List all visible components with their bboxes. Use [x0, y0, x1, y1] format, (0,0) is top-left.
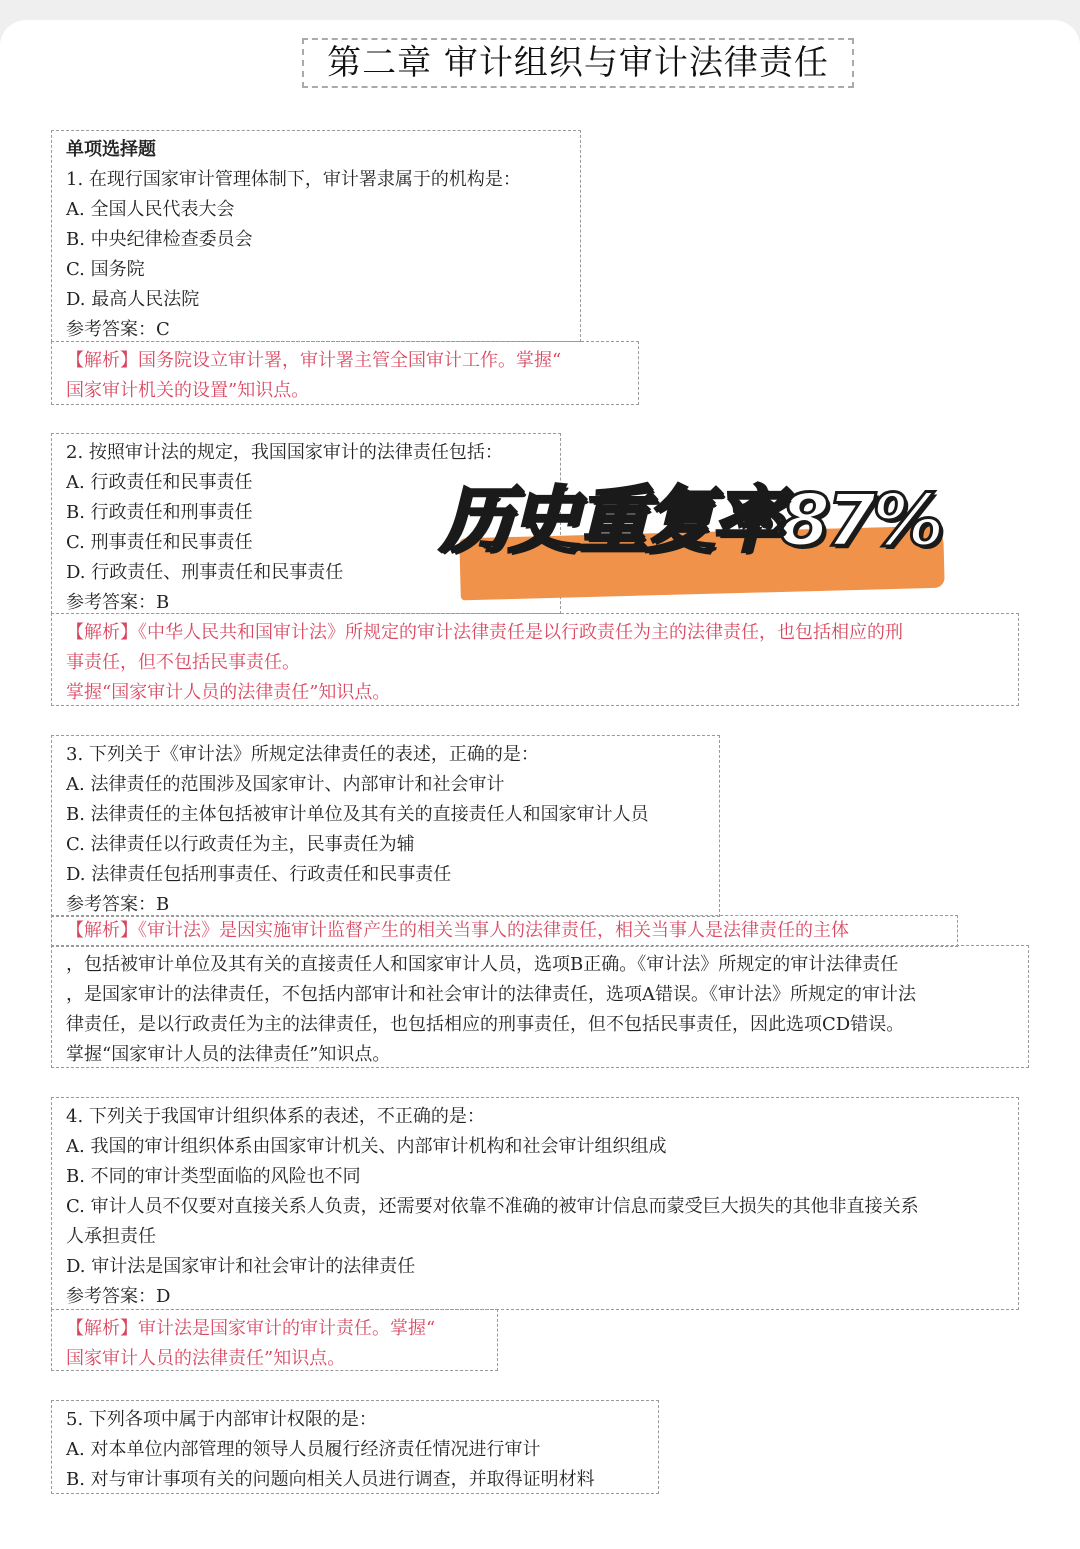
- question-2-stem: 2. 按照审计法的规定，我国国家审计的法律责任包括：: [66, 442, 503, 463]
- stamp-text: 历史重复率87%: [440, 478, 941, 562]
- explanation-line: 【解析】国务院设立审计署，审计署主管全国审计工作。掌握“: [66, 350, 562, 371]
- question-2-answer: 参考答案：B: [66, 592, 170, 613]
- question-1-answer: 参考答案：C: [66, 319, 170, 340]
- question-3-option-d: D. 法律责任包括刑事责任、行政责任和民事责任: [66, 864, 452, 885]
- question-4-answer: 参考答案：D: [66, 1286, 171, 1307]
- question-1-explanation: [51, 341, 639, 405]
- question-4-option-d: D. 审计法是国家审计和社会审计的法律责任: [66, 1256, 416, 1277]
- explanation-line: 掌握“国家审计人员的法律责任”知识点。: [66, 682, 391, 703]
- question-3-stem: 3. 下列关于《审计法》所规定法律责任的表述，正确的是：: [66, 744, 539, 765]
- question-4-explanation: [51, 1309, 498, 1371]
- question-4-option-c-cont: 人承担责任: [66, 1226, 156, 1247]
- question-1-stem: 1. 在现行国家审计管理体制下，审计署隶属于的机构是：: [66, 169, 521, 190]
- question-4-option-c: C. 审计人员不仅要对直接关系人负责，还需要对依靠不准确的被审计信息而蒙受巨大损失的其他非直接关系: [66, 1196, 919, 1217]
- question-4-option-a: A. 我国的审计组织体系由国家审计机关、内部审计机构和社会审计组织组成: [66, 1136, 667, 1157]
- explanation-line: 掌握“国家审计人员的法律责任”知识点。: [66, 1044, 391, 1065]
- explanation-line: 【解析】审计法是国家审计的审计责任。掌握“: [66, 1318, 436, 1339]
- explanation-line: 【解析】《审计法》是因实施审计监督产生的相关当事人的法律责任，相关当事人是法律责任的主体: [66, 920, 849, 941]
- question-1-option-a: A. 全国人民代表大会: [66, 199, 235, 220]
- question-5-stem: 5. 下列各项中属于内部审计权限的是：: [66, 1409, 377, 1430]
- explanation-line: ，包括被审计单位及其有关的直接责任人和国家审计人员，选项B正确。《审计法》所规定的审计法律责任: [66, 954, 899, 975]
- explanation-line: 事责任，但不包括民事责任。: [66, 652, 300, 673]
- explanation-line: 律责任，是以行政责任为主的法律责任，也包括相应的刑事责任，但不包括民事责任，因此选项CD错误。: [66, 1014, 905, 1035]
- explanation-line: 【解析】《中华人民共和国审计法》所规定的审计法律责任是以行政责任为主的法律责任，也包括相应的刑: [66, 622, 903, 643]
- page-title: 第二章 审计组织与审计法律责任: [302, 38, 854, 88]
- question-2-option-b: B. 行政责任和刑事责任: [66, 502, 253, 523]
- question-3-explanation: [51, 945, 1029, 1068]
- question-3-option-b: B. 法律责任的主体包括被审计单位及其有关的直接责任人和国家审计人员: [66, 804, 649, 825]
- question-4-box: [51, 1097, 1019, 1310]
- explanation-line: 国家审计人员的法律责任”知识点。: [66, 1348, 346, 1369]
- repeat-rate-stamp: [440, 462, 1000, 612]
- explanation-line: 国家审计机关的设置”知识点。: [66, 380, 310, 401]
- question-5-option-a: A. 对本单位内部管理的领导人员履行经济责任情况进行审计: [66, 1439, 541, 1460]
- question-4-option-b: B. 不同的审计类型面临的风险也不同: [66, 1166, 361, 1187]
- question-1-option-d: D. 最高人民法院: [66, 289, 200, 310]
- question-2-explanation: [51, 613, 1019, 706]
- question-3-answer: 参考答案：B: [66, 894, 170, 915]
- question-3-option-a: A. 法律责任的范围涉及国家审计、内部审计和社会审计: [66, 774, 505, 795]
- question-1-option-b: B. 中央纪律检查委员会: [66, 229, 253, 250]
- question-2-option-a: A. 行政责任和民事责任: [66, 472, 253, 493]
- question-3-explanation-head: [51, 915, 958, 947]
- question-1-option-c: C. 国务院: [66, 259, 145, 280]
- question-2-option-c: C. 刑事责任和民事责任: [66, 532, 253, 553]
- section-heading: 单项选择题: [66, 139, 156, 160]
- question-5-box: [51, 1400, 659, 1494]
- question-4-stem: 4. 下列关于我国审计组织体系的表述，不正确的是：: [66, 1106, 485, 1127]
- question-3-option-c: C. 法律责任以行政责任为主，民事责任为辅: [66, 834, 415, 855]
- question-1-box: [51, 130, 581, 342]
- explanation-line: ，是国家审计的法律责任，不包括内部审计和社会审计的法律责任，选项A错误。《审计法》所规定的审计法: [66, 984, 916, 1005]
- question-5-option-b: B. 对与审计事项有关的问题向相关人员进行调查，并取得证明材料: [66, 1469, 595, 1490]
- question-2-option-d: D. 行政责任、刑事责任和民事责任: [66, 562, 344, 583]
- question-3-box: [51, 735, 720, 917]
